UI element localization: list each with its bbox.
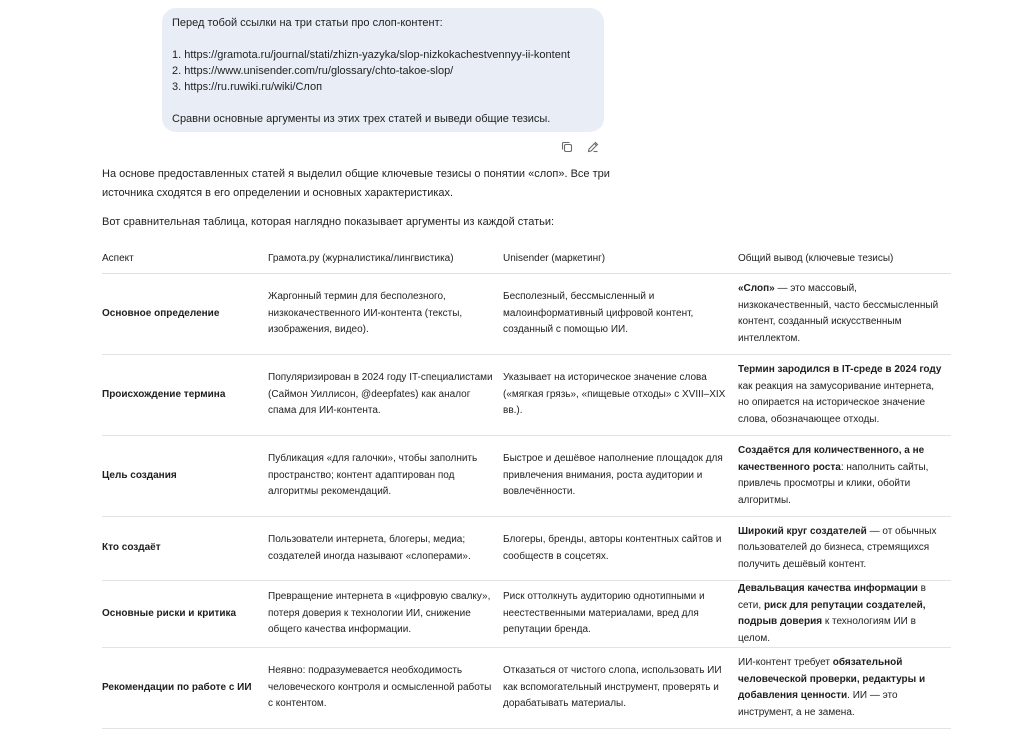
cell-unisender: Отказаться от чистого слопа, использовать ИИ как вспомогательный инструмент, проверять и дорабатывать материалы. (503, 648, 738, 729)
header-aspect: Аспект (102, 245, 268, 274)
user-message-bubble (162, 8, 604, 132)
cell-aspect: Рекомендации по работе с ИИ (102, 648, 268, 729)
cell-aspect: Основные риски и критика (102, 581, 268, 648)
summary-bold: «Слоп» (738, 283, 775, 294)
cell-summary (738, 274, 951, 355)
summary-bold: риск для репутации создателей, подрыв доверия (738, 599, 926, 627)
copy-icon[interactable] (560, 140, 574, 154)
cell-summary (738, 436, 951, 517)
summary-text: . ИИ — это инструмент, а не замена. (738, 690, 898, 718)
table-intro-text: Вот сравнительная таблица, которая наглядно показывает аргументы из каждой статьи: (102, 216, 555, 228)
response-intro-line2: источника сходятся в его определении и основных характеристиках. (102, 187, 454, 199)
table-row (102, 436, 951, 517)
header-unisender: Unisender (маркетинг) (503, 245, 738, 274)
cell-gramota: Жаргонный термин для бесполезного, низкокачественного ИИ-контента (тексты, изображения, видео). (268, 274, 503, 355)
summary-bold: обязательной человеческой проверки, редактуры и добавления ценности (738, 657, 926, 701)
cell-gramota: Неявно: подразумевается необходимость человеческого контроля и осмысленной работы с контентом. (268, 648, 503, 729)
table-row (102, 517, 951, 581)
cell-summary (738, 355, 951, 436)
cell-aspect: Кто создаёт (102, 517, 268, 581)
summary-text: — от обычных пользователей до бизнеса, стремящихся получить дешёвый контент. (738, 525, 937, 570)
link-unisender: 2. https://www.unisender.com/ru/glossary/chto-takoe-slop/ (172, 65, 454, 77)
cell-gramota: Превращение интернета в «цифровую свалку», потеря доверия к технологии ИИ, снижение общего качества информации. (268, 581, 503, 648)
summary-bold: Девальвация качества информации (738, 583, 918, 594)
pencil-icon[interactable] (586, 140, 600, 154)
cell-unisender: Быстрое и дешёвое наполнение площадок для привлечения внимания, роста аудитории и вовлечённости. (503, 436, 738, 517)
summary-text: в сети, (738, 583, 926, 611)
table-row (102, 274, 951, 355)
summary-bold: Термин зародился в IT-среде в 2024 году (738, 364, 942, 375)
link-gramota: 1. https://gramota.ru/journal/stati/zhizn-yazyka/slop-nizkokachestvennyy-ii-kontent (172, 49, 571, 61)
summary-text: : наполнить сайты, привлечь просмотры и клики, обойти алгоритмы. (738, 461, 929, 506)
response-intro-line1: На основе предоставленных статей я выделил общие ключевые тезисы о понятии «слоп». Все три (102, 168, 610, 180)
summary-bold: Создаётся для количественного, а не качественного роста (738, 445, 925, 473)
summary-text: к технологиям ИИ в целом. (738, 616, 916, 644)
table-row (102, 648, 951, 729)
header-summary: Общий вывод (ключевые тезисы) (738, 245, 951, 274)
cell-unisender: Риск оттолкнуть аудиторию однотипными и неестественными материалами, вред для репутации бренда. (503, 581, 738, 648)
cell-aspect: Происхождение термина (102, 355, 268, 436)
table-row (102, 581, 951, 648)
cell-summary (738, 517, 951, 581)
comparison-table (102, 245, 951, 729)
cell-gramota: Популяризирован в 2024 году IT-специалистами (Саймон Уиллисон, @deepfates) как аналог спама для ИИ-контента. (268, 355, 503, 436)
message-actions (560, 139, 600, 155)
table-row (102, 355, 951, 436)
cell-aspect: Цель создания (102, 436, 268, 517)
summary-text: ИИ-контент требует (738, 657, 833, 668)
cell-unisender: Указывает на историческое значение слова («мягкая грязь», «пищевые отходы» с XVIII–XIX вв.). (503, 355, 738, 436)
user-request-line: Сравни основные аргументы из этих трех статей и выведи общие тезисы. (172, 113, 551, 125)
user-message-line: Перед тобой ссылки на три статьи про слоп-контент: (172, 17, 443, 29)
cell-gramota: Публикация «для галочки», чтобы заполнить пространство; контент адаптирован под алгоритмы рекомендаций. (268, 436, 503, 517)
cell-unisender: Бесполезный, бессмысленный и малоинформативный цифровой контент, созданный с помощью ИИ. (503, 274, 738, 355)
summary-text: — это массовый, низкокачественный, часто бессмысленный контент, созданный искусственным интеллектом. (738, 283, 939, 344)
cell-summary (738, 648, 951, 729)
table-intro (102, 213, 962, 232)
cell-aspect: Основное определение (102, 274, 268, 355)
summary-text: как реакция на замусоривание интернета, но опирается на историческое значение слова, обозначающее отходы. (738, 380, 935, 425)
cell-summary (738, 581, 951, 648)
cell-gramota: Пользователи интернета, блогеры, медиа; создателей иногда называют «слоперами». (268, 517, 503, 581)
table-header-row (102, 245, 951, 274)
cell-unisender: Блогеры, бренды, авторы контентных сайтов и сообществ в соцсетях. (503, 517, 738, 581)
header-gramota: Грамота.ру (журналистика/лингвистика) (268, 245, 503, 274)
summary-bold: Широкий круг создателей (738, 525, 867, 537)
link-ruwiki: 3. https://ru.ruwiki.ru/wiki/Слоп (172, 81, 323, 93)
response-intro (102, 165, 962, 203)
